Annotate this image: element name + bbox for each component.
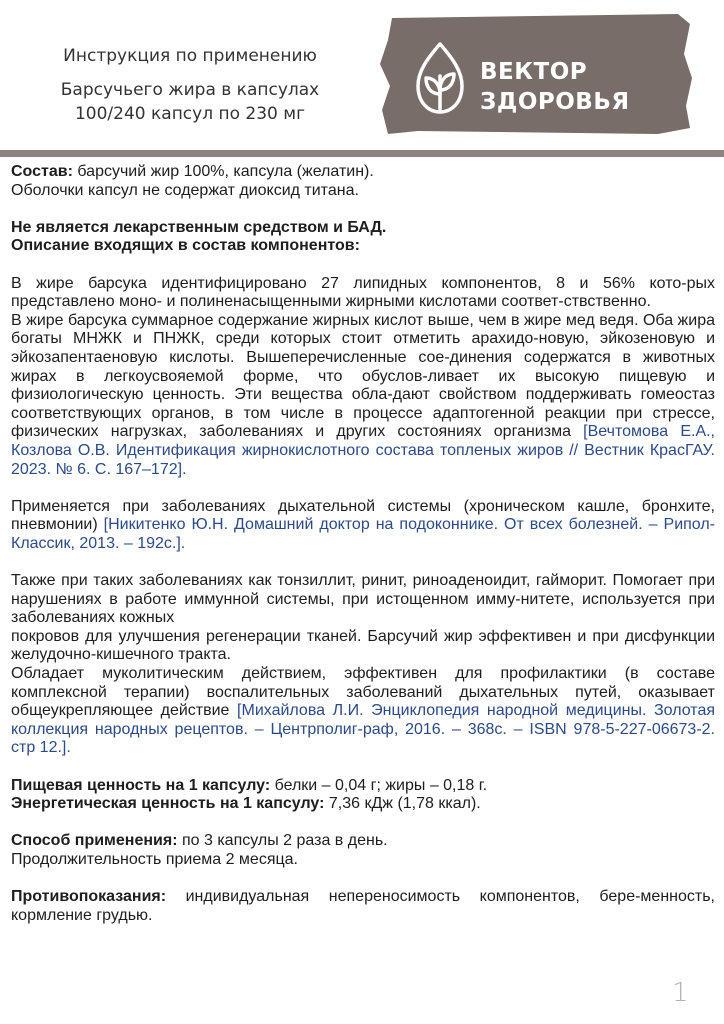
contra-label: Противопоказания: [11, 888, 167, 906]
energy-text: 7,36 кДж (1,78 ккал). [324, 795, 481, 813]
logo-line-1: ВЕКТОР [480, 59, 588, 85]
brand-logo [378, 14, 694, 134]
logo-line-2: ЗДОРОВЬЯ [480, 89, 630, 115]
title-line-2: Барсучьего жира в капсулах [60, 80, 320, 100]
energy-label: Энергетическая ценность на 1 капсулу: [11, 795, 325, 813]
title-line-1: Инструкция по применению [63, 46, 317, 66]
usage-text: по 3 капсулы 2 раза в день. [177, 832, 388, 850]
composition-text: барсучий жир 100%, капсула (желатин). [72, 163, 374, 180]
usage-duration: Продолжительность приема 2 месяца. [11, 850, 298, 868]
composition-label: Состав: [11, 163, 73, 180]
contraindications [11, 888, 715, 925]
paragraph-immune: Также при таких заболеваниях как тонзиллит, ринит, риноаденоидит, гайморит. Помогает при нарушениях в работе иммунной системы, при истощенном имму-нитете, используется при заболеваниях кожных [11, 572, 715, 627]
usage [11, 832, 715, 851]
instruction-body [11, 163, 715, 925]
paragraph-mucolytic-text: Обладает муколитическим действием, эффективен для профилактики (в составе комплексной терапии) воспалительных заболеваний дыхательных путей, оказывает общеукрепляющее действие [11, 665, 715, 720]
paragraph-skin: покровов для улучшения регенерации тканей. Барсучий жир эффективен и при дисфункции желудочно-кишечного тракта. [11, 627, 715, 664]
header [0, 0, 724, 150]
usage-label: Способ применения: [11, 832, 178, 850]
paragraph-fatty-acids-text: В жире барсука суммарное содержание жирных кислот выше, чем в жире мед ведя. Оба жира богаты МНЖК и ПНЖК, среди которых стоит отметить арахидо-новую, эйкозеновую и эйкозапентаеновую кислоты. Вышеперечисленные сое-динения содержатся в животных жирах в легкоусвояемой форме, что обуслов-ливает их высокую пищевую и физиологическую ценность. Эти вещества обла-дают свойством поддерживать гомеостаз соответствующих органов, в том числе в процессе адаптогенной реакции при стрессе, физических нагрузках, заболеваниях и других состояниях организма [11, 311, 715, 441]
paragraph-lipids: В жире барсука идентифицировано 27 липидных компонентов, 8 и 56% кото-рых представлено моно- и полиненасыщенными жирными кислотами соответ-ствственно. [11, 274, 715, 311]
energy-value [11, 795, 715, 814]
header-divider [0, 150, 724, 157]
reference-vechtomova: [Вечтомова Е.А., Козлова О.В. Идентификация жирнокислотного состава топленых жиров // Вестник КрасГАУ. 2023. № 6. С. 167–172]. [11, 423, 716, 478]
paragraph-mucolytic [11, 665, 715, 758]
composition-note: Оболочки капсул не содержат диоксид титана. [11, 181, 359, 199]
not-drug-notice: Не является лекарственным средством и БАД. [11, 218, 387, 236]
components-heading: Описание входящих в состав компонентов: [11, 237, 360, 255]
nutrition-value [11, 777, 715, 796]
page-number: 1 [672, 978, 689, 1008]
reference-nikitenko: [Никитенко Ю.Н. Домашний доктор на подоконнике. От всех болезней. – Рипол-Классик, 2013. – 192с.]. [11, 516, 716, 552]
reference-mikhailova: [Михайлова Л.И. Энциклопедия народной медицины. Золотая коллекция народных рецептов. – Центрполиг-раф, 2016. – 368с. – ISBN 978-5-227-06673-2. стр 12.]. [11, 702, 715, 757]
title-line-3: 100/240 капсул по 230 мг [74, 104, 306, 124]
paragraph-fatty-acids [11, 312, 715, 479]
nutrition-label: Пищевая ценность на 1 капсулу: [11, 776, 271, 794]
paragraph-respiratory-text: Применяется при заболеваниях дыхательной системы (хроническом кашле, бронхите, пневмонии) [11, 497, 715, 534]
contra-text: индивидуальная непереносимость компонентов, бере-менность, кормление грудью. [11, 888, 715, 924]
nutrition-text: белки – 0,04 г; жиры – 0,18 г. [270, 776, 488, 794]
composition [11, 163, 715, 182]
paragraph-respiratory [11, 498, 715, 554]
